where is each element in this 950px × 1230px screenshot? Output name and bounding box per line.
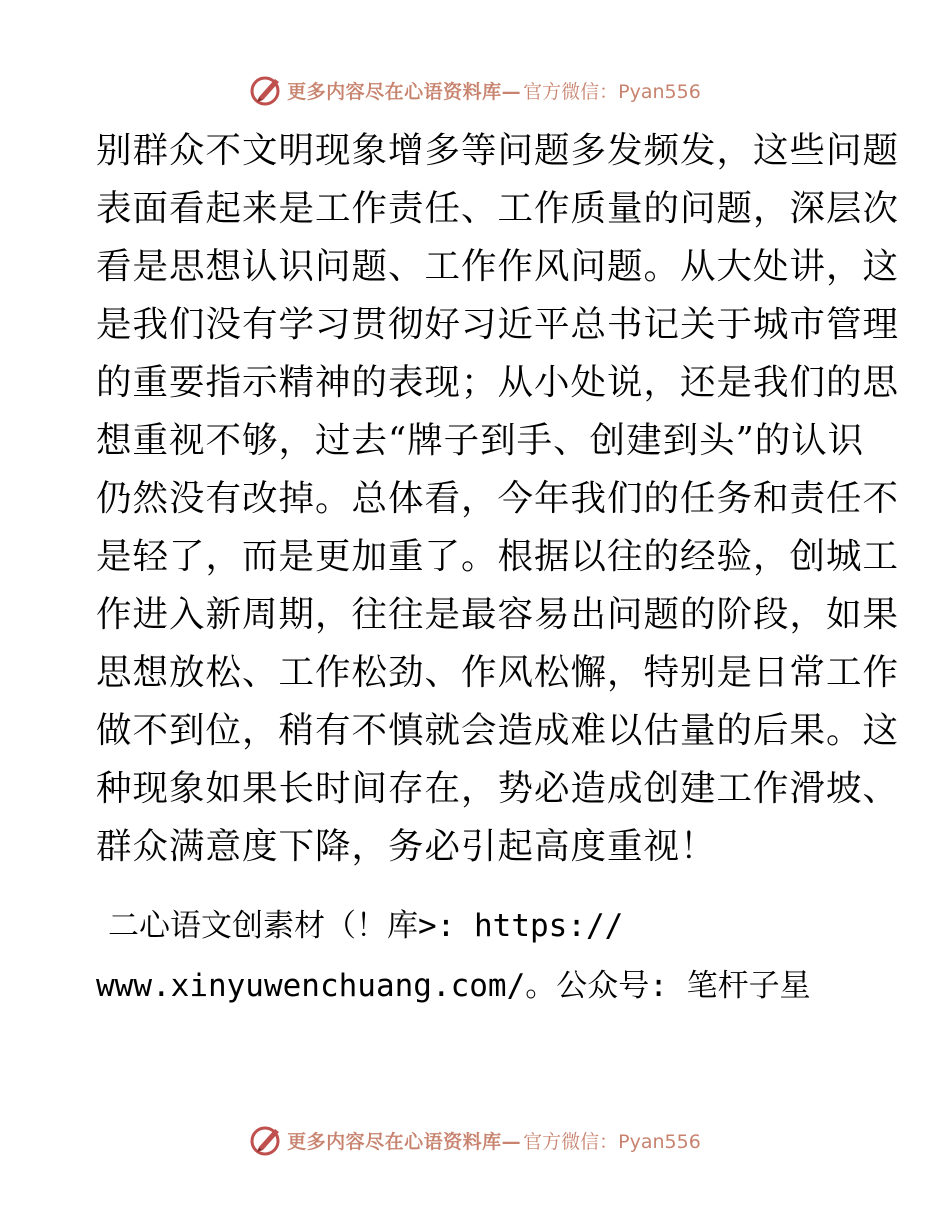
banner-wechat: 官方微信：Pyan556 [523, 80, 701, 103]
footer-banner [0, 1120, 950, 1160]
body-line: 想重视不够，过去“牌子到手、创建到头”的认识 [96, 420, 865, 461]
source-line: 二心语文创素材（！库>: https:// [108, 908, 624, 944]
body-line: 种现象如果长时间存在，势必造成创建工作滑坡、 [96, 768, 900, 809]
body-line: 作进入新周期，往往是最容易出问题的阶段，如果 [96, 594, 900, 635]
banner-wechat: 官方微信：Pyan556 [523, 1130, 701, 1153]
body-line: 看是思想认识问题、工作作风问题。从大处讲，这 [96, 246, 900, 287]
pen-logo-icon [249, 1123, 283, 1157]
banner-text: 更多内容尽在心语资料库— [287, 1130, 522, 1153]
body-line: 做不到位，稍有不慎就会造成难以估量的后果。这 [96, 710, 900, 751]
body-line: 仍然没有改掉。总体看，今年我们的任务和责任不 [96, 478, 900, 519]
source-url-line: www.xinyuwenchuang.com/。公众号: 笔杆子星 [96, 968, 811, 1004]
body-line: 思想放松、工作松劲、作风松懈，特别是日常工作 [96, 652, 900, 693]
body-line: 的重要指示精神的表现；从小处说，还是我们的思 [96, 362, 900, 403]
body-line: 是我们没有学习贯彻好习近平总书记关于城市管理 [96, 304, 900, 345]
body-line: 别群众不文明现象增多等问题多发频发，这些问题 [96, 130, 900, 171]
banner-text: 更多内容尽在心语资料库— [287, 80, 522, 103]
body-line: 是轻了，而是更加重了。根据以往的经验，创城工 [96, 536, 900, 577]
body-line: 表面看起来是工作责任、工作质量的问题，深层次 [96, 188, 900, 229]
document-body [96, 122, 900, 876]
pen-logo-icon [249, 73, 283, 107]
body-line: 群众满意度下降，务必引起高度重视！ [96, 826, 717, 867]
header-banner [0, 70, 950, 110]
